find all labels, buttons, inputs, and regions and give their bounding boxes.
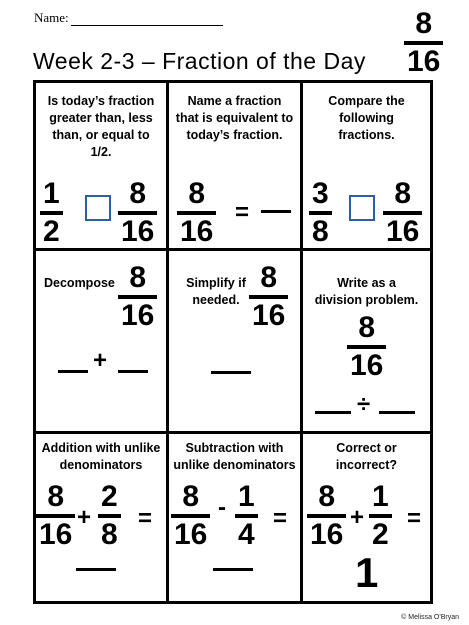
numerator: 8: [260, 261, 278, 294]
numerator: 8: [182, 480, 200, 513]
denominator: 16: [310, 518, 344, 551]
answer-blank[interactable]: [211, 371, 251, 374]
answer-blank[interactable]: [261, 210, 291, 213]
cell-compare-fractions: [303, 83, 430, 248]
cell-equivalent: [169, 83, 300, 248]
answer-blank[interactable]: [118, 370, 148, 373]
fraction: [309, 179, 332, 247]
cell-prompt: Is today’s fraction greater than, less than, or equal to 1/2.: [47, 94, 155, 159]
fraction: [40, 179, 63, 247]
fraction: [36, 482, 75, 550]
numerator: 2: [101, 480, 118, 513]
equals-sign: =: [273, 505, 288, 532]
cell-prompt: Compare the following fractions.: [328, 94, 405, 142]
numerator: 8: [318, 480, 336, 513]
equals-sign: =: [138, 505, 153, 532]
fraction: [307, 482, 346, 550]
worksheet-grid: [33, 80, 433, 604]
denominator: 16: [121, 299, 155, 332]
denominator: 16: [39, 518, 73, 551]
name-line[interactable]: [71, 13, 223, 26]
fraction: [347, 313, 386, 381]
denominator: 16: [350, 349, 384, 382]
denominator: 8: [101, 518, 118, 551]
fraction: [98, 482, 121, 550]
cell-prompt: Subtraction with unlike denominators: [173, 441, 296, 472]
day-fraction: [404, 9, 443, 77]
cell-simplify: [169, 251, 300, 431]
name-label: Name:: [34, 10, 69, 25]
cell-decompose: [36, 251, 166, 431]
fraction: [249, 263, 288, 331]
numerator: 8: [47, 480, 65, 513]
answer-blank[interactable]: [76, 568, 116, 571]
cell-prompt: Simplify if needed.: [186, 276, 246, 307]
denominator: 4: [238, 518, 255, 551]
cell-prompt: Correct or incorrect?: [335, 441, 398, 472]
numerator: 8: [394, 177, 412, 210]
copyright-notice: © Melissa O'Bryan: [401, 614, 459, 621]
cell-compare-half: [36, 83, 166, 248]
cell-subtraction: [169, 434, 300, 601]
day-fraction-numerator: 8: [415, 7, 433, 40]
numerator: 8: [129, 261, 147, 294]
answer-blank[interactable]: [315, 411, 351, 414]
equals-sign: =: [235, 199, 250, 226]
name-field[interactable]: [34, 10, 223, 26]
fraction: [383, 179, 422, 247]
fraction: [177, 179, 216, 247]
page-title: Week 2-3 – Fraction of the Day: [33, 48, 366, 74]
day-fraction-denominator: 16: [407, 45, 441, 78]
equals-sign: =: [407, 505, 422, 532]
numerator: 8: [358, 311, 376, 344]
fraction: [171, 482, 210, 550]
minus-sign: -: [218, 494, 226, 521]
denominator: 16: [174, 518, 208, 551]
fraction: [235, 482, 258, 550]
numerator: 3: [312, 177, 329, 210]
cell-prompt: Addition with unlike denominators: [41, 441, 161, 472]
cell-division: [303, 251, 430, 431]
proposed-answer: 1: [355, 549, 379, 596]
numerator: 1: [43, 177, 60, 210]
numerator: 1: [238, 480, 255, 513]
denominator: 8: [312, 215, 329, 248]
cell-correct-incorrect: [303, 434, 430, 601]
denominator: 2: [372, 518, 389, 551]
comparison-answer-box[interactable]: [349, 195, 375, 221]
denominator: 16: [386, 215, 420, 248]
fraction: [118, 263, 157, 331]
comparison-answer-box[interactable]: [85, 195, 111, 221]
answer-blank[interactable]: [379, 411, 415, 414]
denominator: 16: [121, 215, 155, 248]
fraction: [369, 482, 392, 550]
cell-addition: [36, 434, 166, 601]
denominator: 2: [43, 215, 60, 248]
divide-sign: ÷: [357, 391, 371, 418]
numerator: 8: [188, 177, 206, 210]
fraction: [118, 179, 157, 247]
plus-sign: +: [350, 504, 365, 531]
answer-blank[interactable]: [213, 568, 253, 571]
numerator: 1: [372, 480, 389, 513]
answer-blank[interactable]: [58, 370, 88, 373]
denominator: 16: [180, 215, 214, 248]
numerator: 8: [129, 177, 147, 210]
cell-prompt: Decompose: [44, 276, 115, 290]
plus-sign: +: [77, 504, 92, 531]
cell-prompt: Name a fraction that is equivalent to today’s fraction.: [175, 94, 294, 142]
denominator: 16: [252, 299, 286, 332]
plus-sign: +: [93, 347, 108, 374]
cell-prompt: Write as a division problem.: [314, 276, 419, 307]
